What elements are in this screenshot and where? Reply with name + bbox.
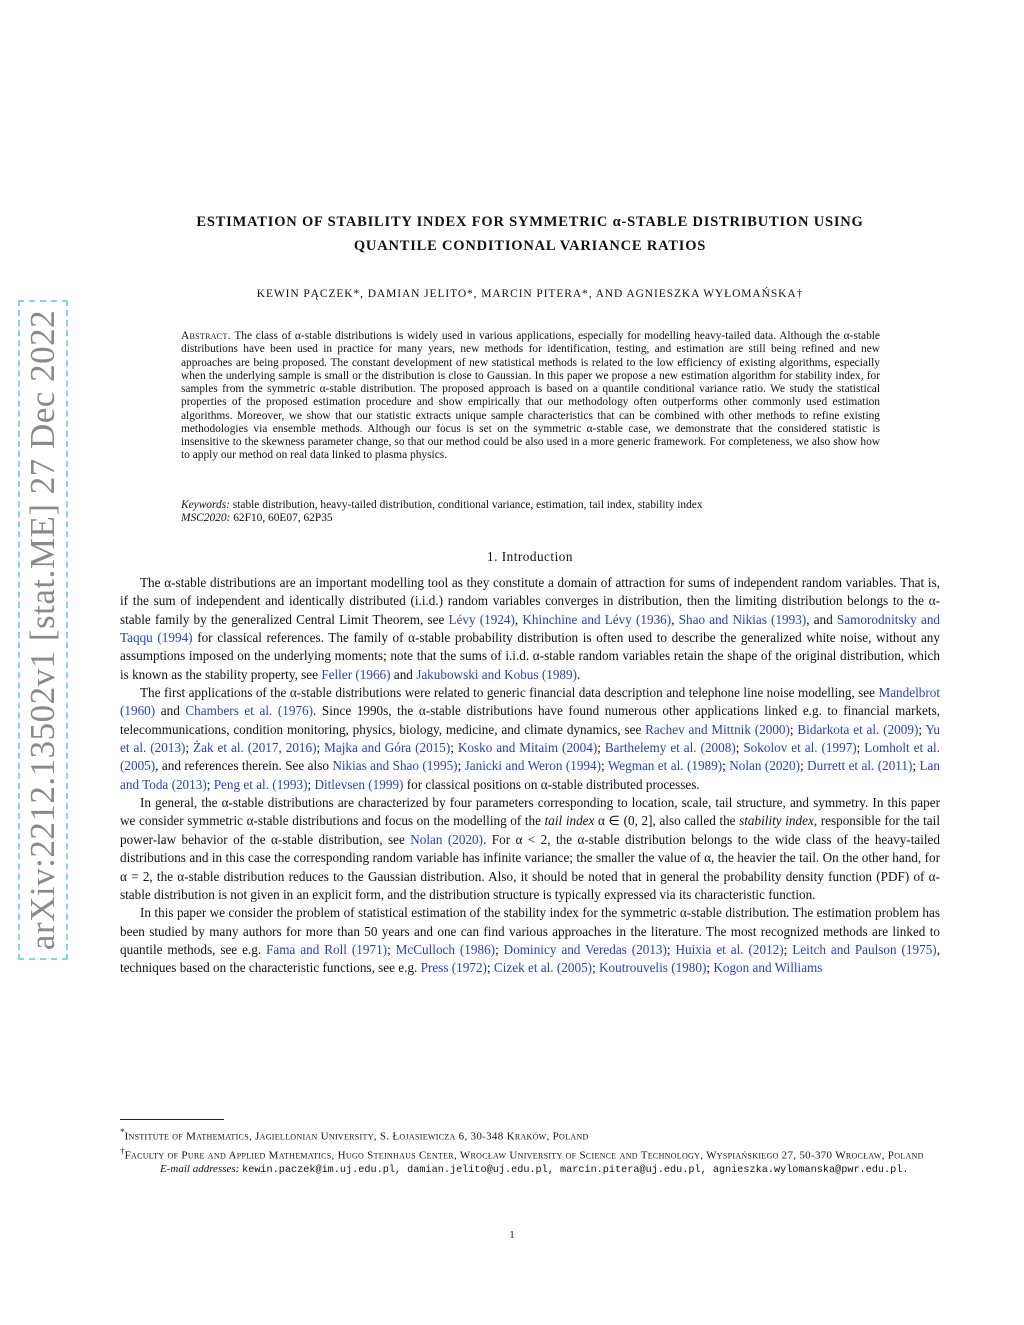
text: ; bbox=[387, 941, 396, 957]
text: ; bbox=[912, 758, 920, 774]
citation-link[interactable]: Janicki and Weron (1994) bbox=[464, 758, 602, 774]
citation-link[interactable]: Kosko and Mitaim (2004) bbox=[457, 740, 598, 756]
citation-link[interactable]: Kogon and Williams bbox=[713, 960, 823, 976]
abstract-label: Abstract. bbox=[181, 330, 231, 342]
page-number: 1 bbox=[509, 1230, 515, 1241]
affiliation: Institute of Mathematics, Jagiellonian University, S. Łojasiewicza 6, 30-348 Kraków, Poland bbox=[124, 1130, 589, 1143]
citation-link[interactable]: Yu et al. (2013) bbox=[120, 721, 940, 756]
text: ; bbox=[666, 941, 676, 957]
text: , bbox=[671, 611, 679, 627]
citation-link[interactable]: Fama and Roll (1971) bbox=[266, 941, 388, 957]
text: . Since 1990s, the α-stable distributions have found numerous other applications linked e.g. to financial markets, telecommunications, condition monitoring, physics, biology, medicine, and climate dynamics, see bbox=[120, 703, 940, 737]
footnote-2 bbox=[120, 1144, 940, 1163]
text: In this paper we consider the problem of statistical estimation of the stability index for the symmetric α-stable distribution. The estimation problem has been studied by many authors for more than 50 years and one can find various approaches in the literature. The most recognized methods are linked to quantile methods, see e.g. bbox=[120, 905, 940, 957]
text: , and bbox=[806, 611, 837, 627]
text: ; bbox=[918, 721, 926, 737]
paper-title bbox=[120, 210, 940, 258]
citation-link[interactable]: Koutrouvelis (1980) bbox=[599, 960, 707, 976]
text: . For α < 2, the α-stable distribution belongs to the wide class of the heavy-tailed distributions and in this case the corresponding random variable has infinite variance; the smaller the value of α, the heavier the tail. On the other hand, for α = 2, the α-stable distribution reduces to the Gaussian distribution. Also, it should be noted that in general the probability density function (PDF) of α-stable distribution is not given in an explicit form, and the distribution structure is typically expressed via its characteristic function. bbox=[120, 831, 940, 902]
text: ; bbox=[486, 960, 494, 976]
text: , techniques based on the characteristic functions, see e.g. bbox=[120, 941, 940, 976]
text: and bbox=[155, 703, 186, 719]
section-title: 1. Introduction bbox=[487, 549, 573, 564]
text: ; bbox=[706, 960, 714, 976]
citation-link[interactable]: Cizek et al. (2005) bbox=[493, 960, 593, 976]
citation-link[interactable]: Samorodnitsky and Taqqu (1994) bbox=[120, 611, 941, 646]
citation-link[interactable]: McCulloch (1986) bbox=[395, 941, 496, 957]
citation-link[interactable]: Durrett et al. (2011) bbox=[807, 758, 913, 774]
citation-link[interactable]: Dominicy and Veredas (2013) bbox=[503, 941, 667, 957]
paragraph-2 bbox=[120, 684, 940, 794]
text: ; bbox=[450, 740, 458, 756]
emphasis: stability index bbox=[739, 813, 814, 829]
email-line bbox=[120, 1162, 940, 1178]
text: ; bbox=[601, 758, 608, 774]
text: for classical references. The family of α-stable probability distribution is often used to describe the generalized white noise, without any assumptions imposed on the underlying moments; note that the sums of i.i.d. α-stable random variables retain the shape of the original distribution, which is known as the stability property, see bbox=[120, 630, 940, 682]
paragraph-3 bbox=[120, 794, 940, 904]
text: ; bbox=[495, 941, 504, 957]
arxiv-stamp[interactable] bbox=[18, 300, 68, 960]
msc-label: MSC2020: bbox=[181, 512, 231, 525]
citation-link[interactable]: Barthelemy et al. (2008) bbox=[604, 740, 736, 756]
text: ; bbox=[789, 721, 798, 737]
text: The α-stable distributions are an important modelling tool as they constitute a domain of attraction for sums of independent random variables. That is, if the sum of independent and identically distributed (i.i.d.) random variables converges in distribution, then the limiting distribution belongs to the α-stable family by the generalized Central Limit Theorem, see bbox=[120, 575, 940, 627]
authors: KEWIN PĄCZEK*, DAMIAN JELITO*, MARCIN PITERA*, AND AGNIESZKA WYŁOMAŃSKA† bbox=[256, 288, 804, 300]
text: ; bbox=[783, 941, 793, 957]
text: ; bbox=[592, 960, 600, 976]
email-addresses[interactable]: kewin.paczek@im.uj.edu.pl, damian.jelito@uj.edu.pl, marcin.pitera@uj.edu.pl, agnieszka.wylomanska@pwr.edu.pl. bbox=[242, 1165, 909, 1177]
paragraph-4 bbox=[120, 904, 940, 977]
text: for classical positions on α-stable distributed processes. bbox=[403, 776, 700, 792]
abstract-text: The class of α-stable distributions is widely used in various applications, especially for modelling heavy-tailed data. Although the α-stable distributions have been used in practice for many years, new methods for identification, testing, and estimation are still being refined and new approaches are being proposed. The constant development of new statistical methods is related to the low efficiency of existing algorithms, especially when the underlying sample is small or the distribution is close to Gaussian. In this paper we propose a new estimation algorithm for stability index, for samples from the symmetric α-stable distribution. The proposed approach is based on a quantile conditional variance ratio. We study the statistical properties of the proposed estimation procedure and show empirically that our methodology often outperforms other commonly used estimation algorithms. Moreover, we show that our statistic extracts unique sample characteristics that can be combined with other methods to refine existing methodologies via ensemble methods. Although our focus is set on the symmetric α-stable case, we demonstrate that the considered statistic is insensitive to the skewness parameter change, so that our method could be also used in a more generic framework. For completeness, we also show how to apply our method on real data linked to plasma physics. bbox=[181, 330, 880, 462]
text: ; bbox=[185, 740, 194, 756]
msc-codes: 62F10, 60E07, 62P35 bbox=[233, 512, 333, 525]
footnote-1 bbox=[120, 1125, 940, 1144]
citation-link[interactable]: Leitch and Paulson (1975) bbox=[792, 941, 937, 957]
text: In general, the α-stable distributions are characterized by four parameters corresponding to location, scale, tail structure, and symmetry. In this paper we consider symmetric α-stable distributions and focus on the modelling of the bbox=[120, 795, 940, 829]
text: ; bbox=[856, 740, 865, 756]
citation-link[interactable]: Feller (1966) bbox=[321, 666, 391, 682]
text: , responsible for the tail power-law behavior of the α-stable distribution, see bbox=[120, 813, 940, 847]
citation-link[interactable]: Shao and Nikias (1993) bbox=[678, 611, 807, 627]
text: ; bbox=[307, 776, 315, 792]
citation-link[interactable]: Khinchine and Lévy (1936) bbox=[522, 611, 672, 627]
footnote-rule bbox=[120, 1119, 224, 1120]
citation-link[interactable]: Jakubowski and Kobus (1989) bbox=[416, 666, 577, 682]
footnote-mark: * bbox=[120, 1127, 125, 1137]
text: ; bbox=[457, 758, 465, 774]
citation-link[interactable]: Bidarkota et al. (2009) bbox=[797, 721, 919, 737]
citation-link[interactable]: Lévy (1924) bbox=[448, 611, 515, 627]
text: ; bbox=[735, 740, 744, 756]
keywords: stable distribution, heavy-tailed distribution, conditional variance, estimation, tail index, stability index bbox=[232, 499, 703, 511]
citation-link[interactable]: Rachev and Mittnik (2000) bbox=[645, 721, 790, 737]
text: α ∈ (0, 2], also called the bbox=[594, 813, 740, 829]
footnote-mark: † bbox=[120, 1145, 125, 1156]
arxiv-id: arXiv:2212.13502v1 [stat.ME] 27 Dec 2022 bbox=[23, 309, 62, 951]
abstract bbox=[181, 330, 880, 463]
citation-link[interactable]: Press (1972) bbox=[420, 960, 487, 976]
citation-link[interactable]: Mandelbrot (1960) bbox=[120, 685, 940, 719]
emphasis: tail index bbox=[544, 813, 595, 829]
footnotes bbox=[120, 1125, 940, 1178]
body-text bbox=[120, 574, 940, 978]
citation-link[interactable]: Lan and Toda (2013) bbox=[120, 758, 940, 792]
title-line-1: ESTIMATION OF STABILITY INDEX FOR SYMMETRIC α-STABLE DISTRIBUTION USING bbox=[196, 214, 864, 230]
text: ; bbox=[800, 758, 808, 774]
text: , and references therein. See also bbox=[155, 758, 333, 774]
title-line-2: QUANTILE CONDITIONAL VARIANCE RATIOS bbox=[353, 238, 707, 254]
text: ; bbox=[722, 758, 730, 774]
citation-link[interactable]: Majka and Góra (2015) bbox=[324, 740, 451, 756]
citation-link[interactable]: Ditlevsen (1999) bbox=[314, 776, 404, 792]
citation-link[interactable]: Huixia et al. (2012) bbox=[675, 941, 784, 957]
text: ; bbox=[316, 740, 325, 756]
citation-link[interactable]: Nolan (2020) bbox=[410, 831, 484, 847]
citation-link[interactable]: Nikias and Shao (1995) bbox=[332, 758, 458, 774]
citation-link[interactable]: Sokolov et al. (1997) bbox=[743, 740, 857, 756]
citation-link[interactable]: Wegman et al. (1989) bbox=[607, 758, 723, 774]
citation-link[interactable]: Żak et al. (2017, 2016) bbox=[193, 740, 317, 756]
text: ; bbox=[206, 776, 214, 792]
email-label: E-mail addresses: bbox=[160, 1163, 240, 1176]
citation-link[interactable]: Peng et al. (1993) bbox=[213, 776, 308, 792]
text: ; bbox=[597, 740, 605, 756]
citation-link[interactable]: Lomholt et al. (2005) bbox=[120, 740, 940, 774]
text: and bbox=[390, 666, 417, 682]
keywords-label: Keywords: bbox=[181, 499, 230, 511]
affiliation: Faculty of Pure and Applied Mathematics, Hugo Steinhaus Center, Wrocław University of Science and Technology, Wyspiańskiego 27, 50-370 Wrocław, Poland bbox=[124, 1149, 924, 1162]
text: . bbox=[577, 666, 581, 682]
paragraph-1 bbox=[120, 574, 940, 684]
text: The first applications of the α-stable distributions were related to generic financial data description and telephone line noise modelling, see bbox=[140, 685, 879, 701]
citation-link[interactable]: Nolan (2020) bbox=[729, 758, 800, 774]
citation-link[interactable]: Chambers et al. (1976) bbox=[185, 703, 314, 719]
keywords-block bbox=[181, 499, 880, 526]
text: , bbox=[514, 611, 523, 627]
